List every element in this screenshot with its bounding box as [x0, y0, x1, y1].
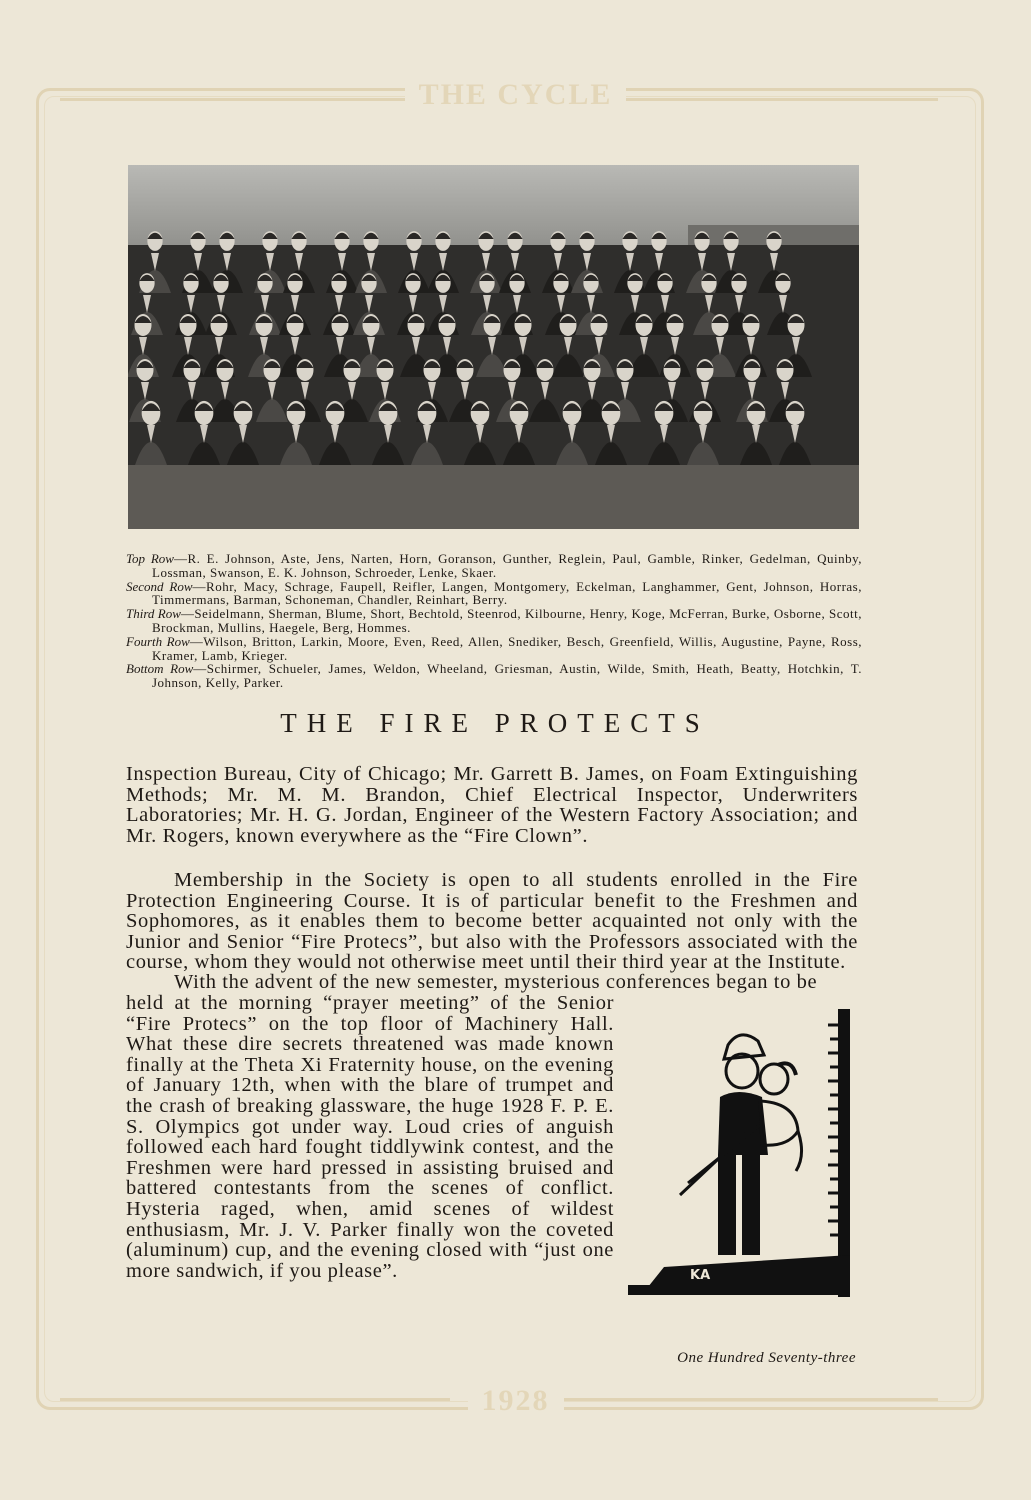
caption-row-bottom: Bottom Row—Schirmer, Schueler, James, Weldon, Wheeland, Griesman, Austin, Wilde, Smith, Heath, Beatty, Hotchkin, T. Johnson, Kelly, Parker.	[126, 661, 862, 691]
section-title: THE FIRE PROTECTS	[280, 708, 710, 738]
paragraph-membership: Membership in the Society is open to all students enrolled in the Fire Protection Engineering Course. It is of particular benefit to the Freshmen and Sophomores, as it enables them to become better acquainted not only with the Junior and Senior “Fire Protecs”, but also with the Professors associated with the course, whom they would not otherwise meet until their third year at the Institute.	[126, 869, 858, 974]
paragraph-semester-intro: With the advent of the new semester, mysterious conferences began to be	[174, 971, 818, 993]
caption-row-top: Top Row—R. E. Johnson, Aste, Jens, Narten, Horn, Goranson, Gunther, Reglein, Paul, Gamble, Rinker, Gedelman, Quinby, Lossman, Swanson, E. K. Johnson, Schroeder, Lenke, Skaer.	[126, 551, 862, 580]
running-foot: 1928	[0, 1384, 1031, 1418]
caption-row-second: Second Row—Rohr, Macy, Schrage, Faupell, Reifler, Langen, Montgomery, Eckelman, Langhammer, Gent, Johnson, Horras, Timmermans, Barman, Schoneman, Chandler, Reinhart, Berry.	[126, 578, 862, 608]
illustration-signature: KA	[690, 1268, 711, 1283]
group-photo-figures	[128, 165, 859, 529]
photo-caption	[126, 552, 862, 690]
page-number: One Hundred Seventy-three	[677, 1350, 856, 1366]
caption-row-fourth: Fourth Row—Wilson, Britton, Larkin, Moore, Even, Reed, Allen, Snediker, Besch, Greenfield, Willis, Augustine, Payne, Ross, Kramer, Lamb, Krieger.	[126, 633, 862, 663]
paragraph-olympics: held at the morning “prayer meeting” of the Senior “Fire Protecs” on the top floor of Machinery Hall. What these dire secrets threatened was made known finally at the Theta Xi Fraternity house, on the evening of January 12th, when with the blare of trumpet and the crash of breaking glassware, the huge 1928 F. P. E. S. Olympics got under way. Loud cries of anguish followed each hard fought tiddlywink contest, and the Freshmen were hard pressed in assisting bruised and battered contestants from the scenes of conflict. Hysteria raged, when, amid scenes of wildest enthusiasm, Mr. J. V. Parker finally won the coveted (aluminum) cup, and the evening closed with “just one more sandwich, if you please”.	[126, 992, 614, 1282]
group-photo	[128, 165, 859, 529]
caption-row-third: Third Row—Seidelmann, Sherman, Blume, Short, Bechtold, Steenrod, Kilbourne, Henry, Koge, McFerran, Burke, Osborne, Scott, Brockman, Mullins, Haegele, Berg, Hommes.	[126, 606, 862, 635]
fireman-illustration	[628, 1005, 860, 1297]
running-head: THE CYCLE	[0, 78, 1031, 112]
paragraph-speakers: Inspection Bureau, City of Chicago; Mr. Garrett B. James, on Foam Extinguishing Methods; Mr. M. M. Brandon, Chief Electrical Inspector, Underwriters Laboratories; Mr. H. G. Jordan, Engineer of the Western Factory Association; and Mr. Rogers, known everywhere as the “Fire Clown”.	[126, 763, 858, 847]
